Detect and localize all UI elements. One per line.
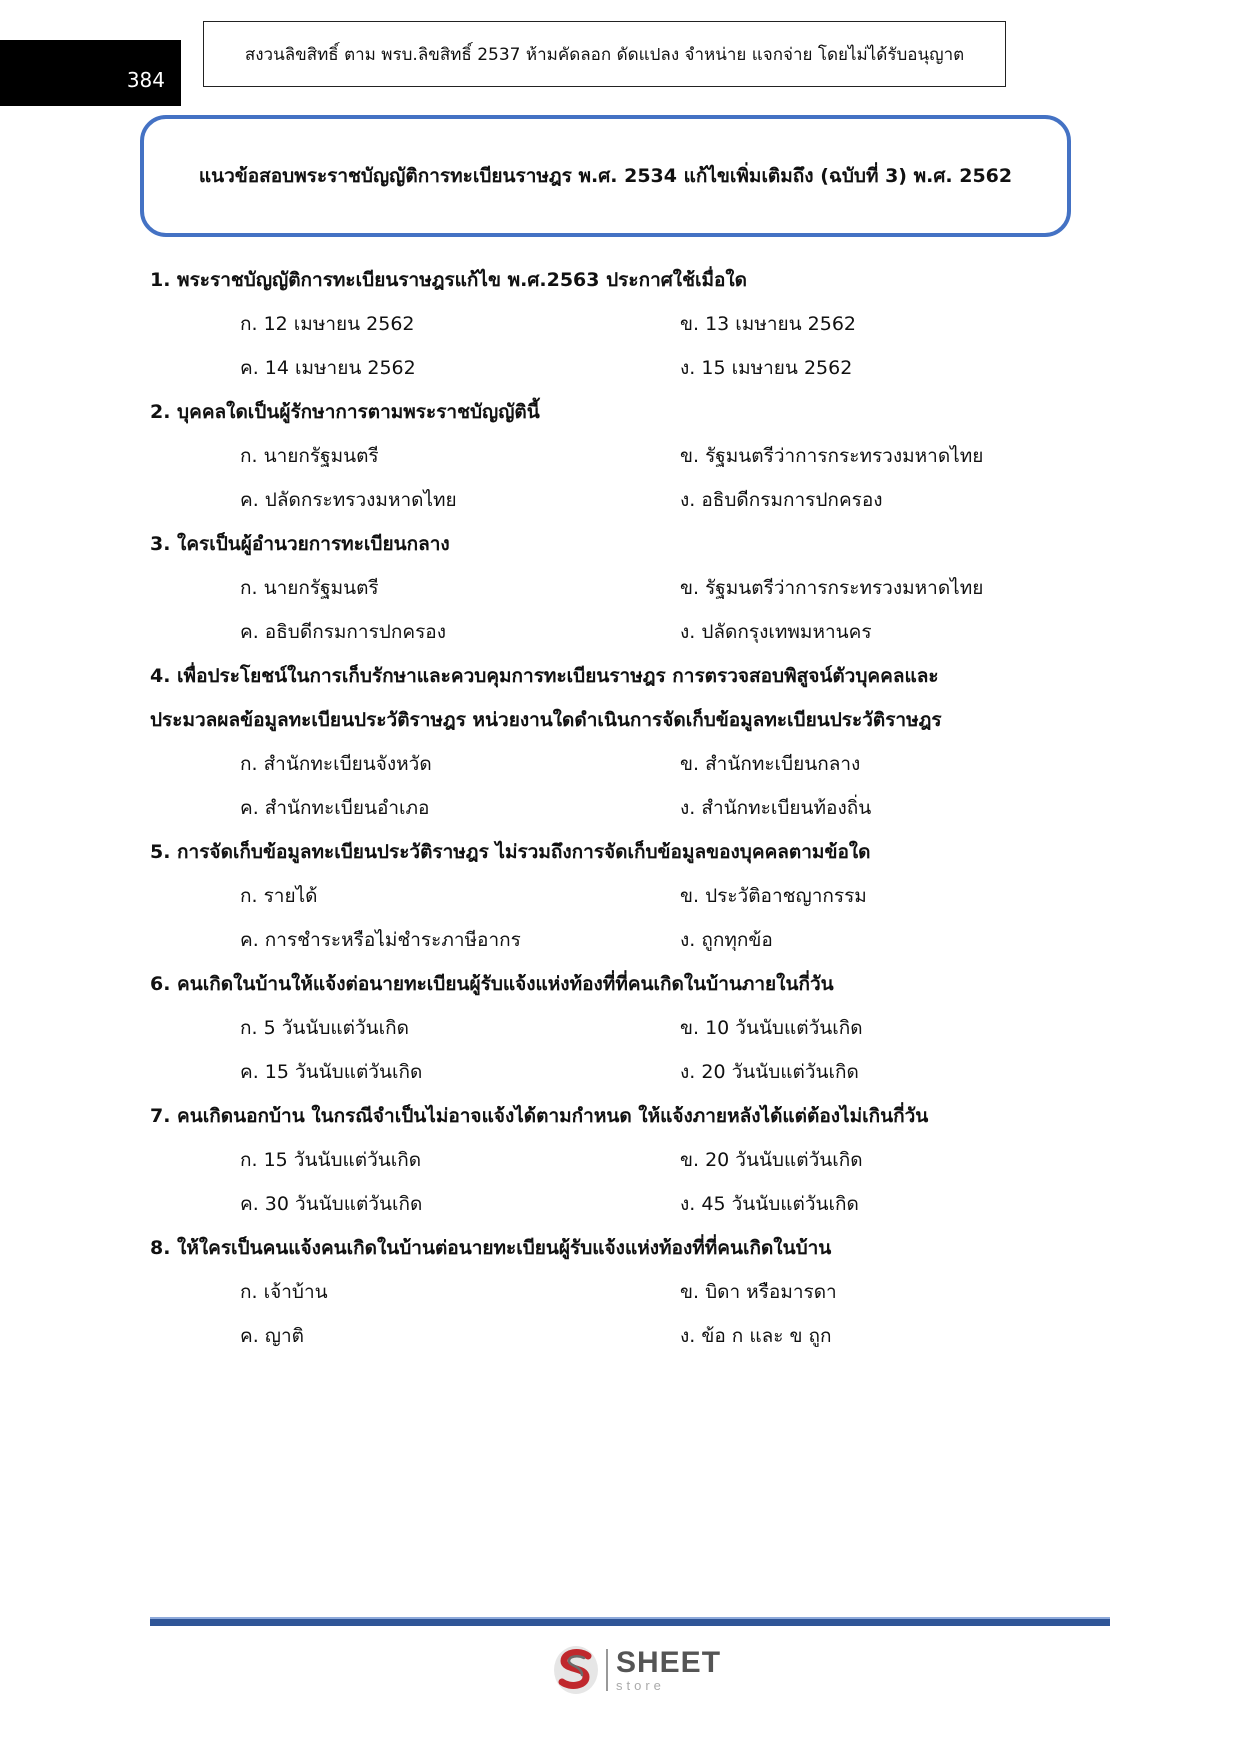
logo-divider <box>606 1649 608 1691</box>
question-8: 8. ให้ใครเป็นคนแจ้งคนเกิดในบ้านต่อนายทะเบียนผู้รับแจ้งแห่งท้องที่ที่คนเกิดในบ้าน <box>150 1237 832 1259</box>
question-4-option-b: ข. สำนักทะเบียนกลาง <box>680 753 861 775</box>
question-1-option-b: ข. 13 เมษายน 2562 <box>680 313 857 335</box>
logo-text <box>616 1648 721 1692</box>
question-3-options-row-2 <box>150 610 1080 654</box>
question-1-option-a: ก. 12 เมษายน 2562 <box>240 313 415 335</box>
question-3-options-row-1 <box>150 566 1080 610</box>
question-6: 6. คนเกิดในบ้านให้แจ้งต่อนายทะเบียนผู้รับแจ้งแห่งท้องที่ที่คนเกิดในบ้านภายในกี่วัน <box>150 973 834 995</box>
question-2-options-row-2 <box>150 478 1080 522</box>
logo-brand-sub: store <box>616 1678 665 1693</box>
question-2-option-b: ข. รัฐมนตรีว่าการกระทรวงมหาดไทย <box>680 445 984 467</box>
question-4-line-1: 4. เพื่อประโยชน์ในการเก็บรักษาและควบคุมการทะเบียนราษฎร การตรวจสอบพิสูจน์ตัวบุคคลและ <box>150 665 939 687</box>
page-number: 384 <box>126 68 165 92</box>
question-1: 1. พระราชบัญญัติการทะเบียนราษฎรแก้ไข พ.ศ.2563 ประกาศใช้เมื่อใด <box>150 269 748 291</box>
question-4-options-row-1 <box>150 742 1080 786</box>
question-7-option-a: ก. 15 วันนับแต่วันเกิด <box>240 1149 422 1171</box>
sheet-store-logo <box>552 1641 721 1699</box>
question-7-options-row-1 <box>150 1138 1080 1182</box>
question-5-options-row-1 <box>150 874 1080 918</box>
question-6-option-a: ก. 5 วันนับแต่วันเกิด <box>240 1017 409 1039</box>
question-3-option-d: ง. ปลัดกรุงเทพมหานคร <box>680 621 872 643</box>
question-1-options-row-1 <box>150 302 1080 346</box>
copyright-notice: สงวนลิขสิทธิ์ ตาม พรบ.ลิขสิทธิ์ 2537 ห้ามคัดลอก ดัดแปลง จำหน่าย แจกจ่าย โดยไม่ได้รับอนุญาต <box>244 44 965 65</box>
question-4-options-row-2 <box>150 786 1080 830</box>
question-4-line-2: ประมวลผลข้อมูลทะเบียนประวัติราษฎร หน่วยงานใดดำเนินการจัดเก็บข้อมูลทะเบียนประวัติราษฎร <box>150 709 942 731</box>
question-7-option-d: ง. 45 วันนับแต่วันเกิด <box>680 1193 859 1215</box>
question-5-option-a: ก. รายได้ <box>240 885 318 907</box>
question-7-option-b: ข. 20 วันนับแต่วันเกิด <box>680 1149 863 1171</box>
question-8-option-a: ก. เจ้าบ้าน <box>240 1281 328 1303</box>
question-1-option-c: ค. 14 เมษายน 2562 <box>240 357 416 379</box>
page-title: แนวข้อสอบพระราชบัญญัติการทะเบียนราษฎร พ.ศ. 2534 แก้ไขเพิ่มเติมถึง (ฉบับที่ 3) พ.ศ. 2562 <box>198 165 1013 187</box>
question-7: 7. คนเกิดนอกบ้าน ในกรณีจำเป็นไม่อาจแจ้งได้ตามกำหนด ให้แจ้งภายหลังได้แต่ต้องไม่เกินกี่วัน <box>150 1105 929 1127</box>
question-5: 5. การจัดเก็บข้อมูลทะเบียนประวัติราษฎร ไม่รวมถึงการจัดเก็บข้อมูลของบุคคลตามข้อใด <box>150 841 871 863</box>
question-6-option-c: ค. 15 วันนับแต่วันเกิด <box>240 1061 423 1083</box>
question-1-options-row-2 <box>150 346 1080 390</box>
question-2-options-row-1 <box>150 434 1080 478</box>
question-6-option-d: ง. 20 วันนับแต่วันเกิด <box>680 1061 859 1083</box>
question-1-option-d: ง. 15 เมษายน 2562 <box>680 357 853 379</box>
question-6-options-row-2 <box>150 1050 1080 1094</box>
question-3-option-b: ข. รัฐมนตรีว่าการกระทรวงมหาดไทย <box>680 577 984 599</box>
question-2-option-a: ก. นายกรัฐมนตรี <box>240 445 379 467</box>
question-6-options-row-1 <box>150 1006 1080 1050</box>
question-7-options-row-2 <box>150 1182 1080 1226</box>
question-5-options-row-2 <box>150 918 1080 962</box>
question-2-option-d: ง. อธิบดีกรมการปกครอง <box>680 489 883 511</box>
footer-divider-bar <box>150 1617 1110 1626</box>
sheet-store-s-logo-icon <box>552 1644 600 1696</box>
title-box <box>140 115 1071 237</box>
question-5-option-d: ง. ถูกทุกข้อ <box>680 929 773 951</box>
question-8-option-b: ข. บิดา หรือมารดา <box>680 1281 837 1303</box>
question-list <box>150 258 1080 1358</box>
question-2-option-c: ค. ปลัดกระทรวงมหาดไทย <box>240 489 457 511</box>
question-8-option-c: ค. ญาติ <box>240 1325 304 1347</box>
question-3-option-a: ก. นายกรัฐมนตรี <box>240 577 379 599</box>
question-8-options-row-2 <box>150 1314 1080 1358</box>
question-8-options-row-1 <box>150 1270 1080 1314</box>
question-4-option-c: ค. สำนักทะเบียนอำเภอ <box>240 797 430 819</box>
question-4-option-d: ง. สำนักทะเบียนท้องถิ่น <box>680 797 872 819</box>
question-8-option-d: ง. ข้อ ก และ ข ถูก <box>680 1325 832 1347</box>
question-2: 2. บุคคลใดเป็นผู้รักษาการตามพระราชบัญญัตินี้ <box>150 401 540 423</box>
page-number-box <box>0 40 181 106</box>
question-5-option-c: ค. การชำระหรือไม่ชำระภาษีอากร <box>240 929 521 951</box>
question-3-option-c: ค. อธิบดีกรมการปกครอง <box>240 621 446 643</box>
logo-brand-name: SHEET <box>616 1646 722 1679</box>
question-5-option-b: ข. ประวัติอาชญากรรม <box>680 885 867 907</box>
question-4-option-a: ก. สำนักทะเบียนจังหวัด <box>240 753 432 775</box>
question-7-option-c: ค. 30 วันนับแต่วันเกิด <box>240 1193 423 1215</box>
copyright-notice-box <box>203 21 1006 87</box>
question-3: 3. ใครเป็นผู้อำนวยการทะเบียนกลาง <box>150 533 450 555</box>
question-6-option-b: ข. 10 วันนับแต่วันเกิด <box>680 1017 863 1039</box>
